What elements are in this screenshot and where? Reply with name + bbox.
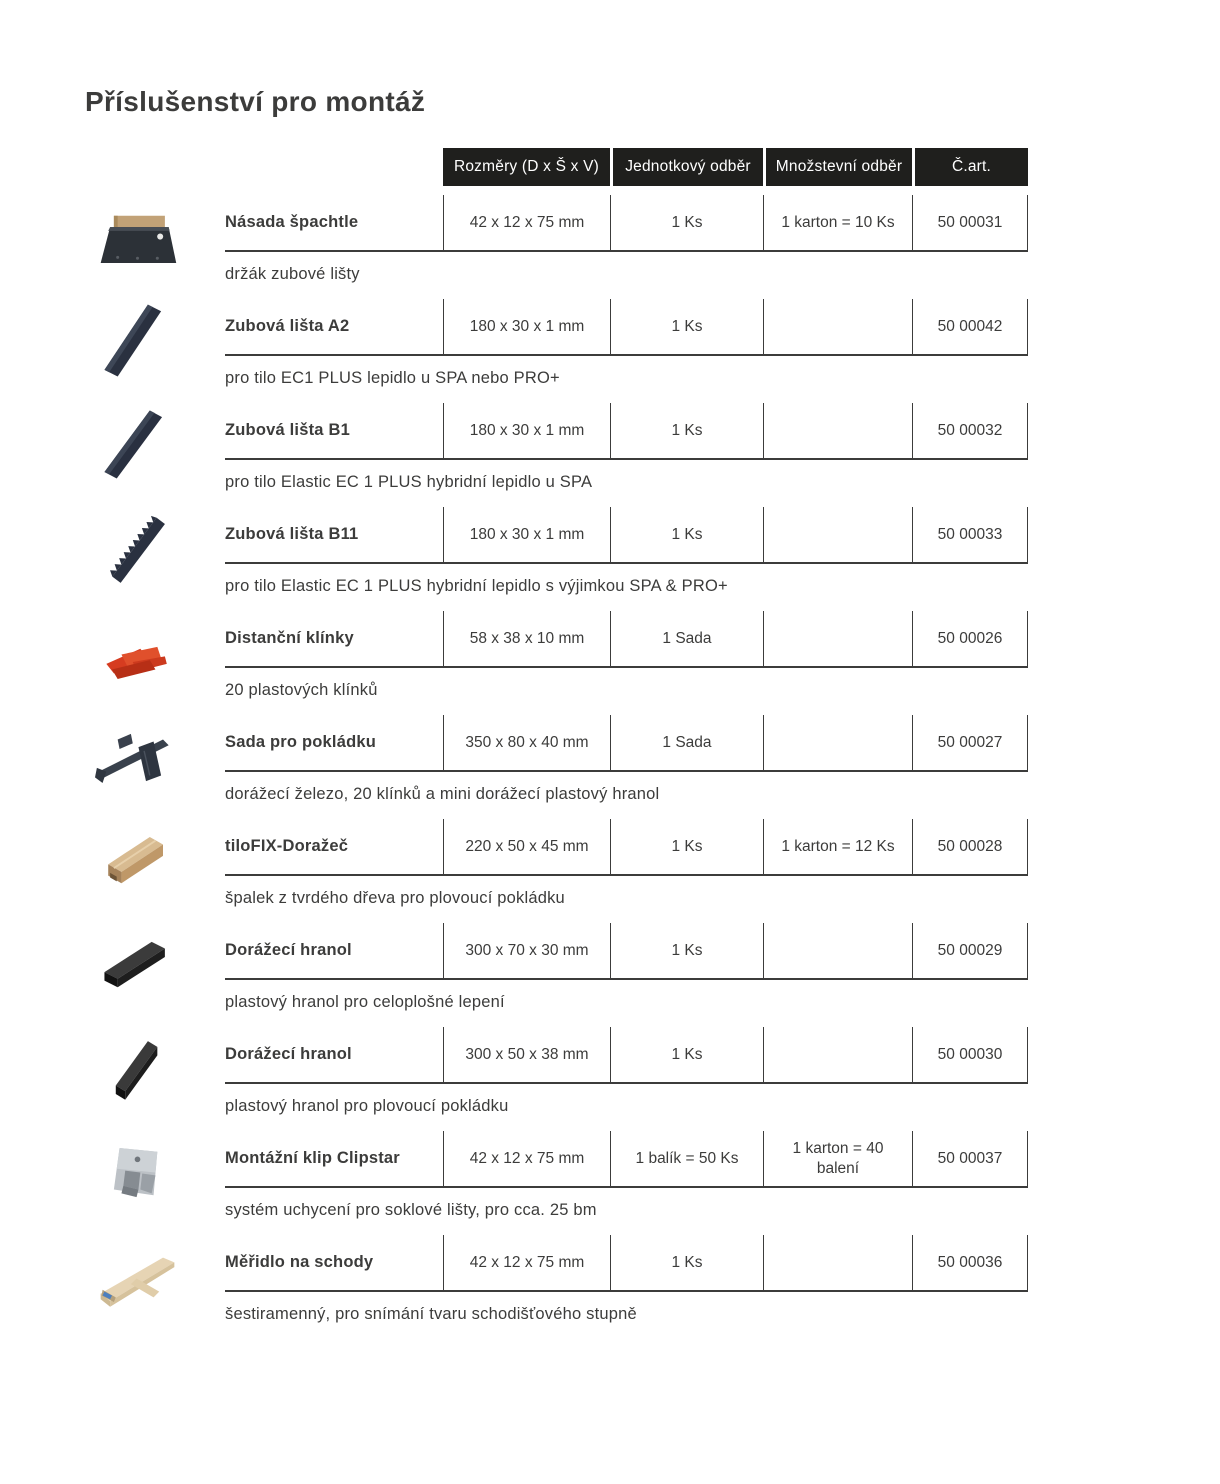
product-bulk-order bbox=[763, 1235, 912, 1290]
product-description: pro tilo Elastic EC 1 PLUS hybridní lepidlo u SPA bbox=[225, 473, 593, 491]
product-cells bbox=[225, 1027, 1028, 1084]
product-row-content bbox=[225, 299, 1028, 389]
product-bulk-order: 1 karton = 10 Ks bbox=[763, 195, 912, 250]
product-name: Zubová lišta A2 bbox=[225, 317, 350, 335]
product-image bbox=[95, 299, 180, 389]
product-unit-order: 1 Ks bbox=[610, 403, 763, 458]
product-row-content bbox=[225, 923, 1028, 1013]
table-row bbox=[95, 1131, 1220, 1221]
product-description: šestiramenný, pro snímání tvaru schodišťového stupně bbox=[225, 1305, 637, 1323]
product-name: Distanční klínky bbox=[225, 629, 354, 647]
product-article-number: 50 00037 bbox=[912, 1131, 1028, 1186]
product-dimensions: 180 x 30 x 1 mm bbox=[443, 507, 610, 562]
product-unit-order: 1 balík = 50 Ks bbox=[610, 1131, 763, 1186]
product-description: pro tilo Elastic EC 1 PLUS hybridní lepidlo s výjimkou SPA & PRO+ bbox=[225, 577, 728, 595]
product-bulk-order bbox=[763, 715, 912, 770]
product-row-content bbox=[225, 819, 1028, 909]
product-image bbox=[95, 403, 180, 493]
product-dimensions: 180 x 30 x 1 mm bbox=[443, 299, 610, 354]
product-article-number: 50 00028 bbox=[912, 819, 1028, 874]
product-dimensions: 42 x 12 x 75 mm bbox=[443, 1131, 610, 1186]
product-unit-order: 1 Ks bbox=[610, 1235, 763, 1290]
table-header-row bbox=[443, 148, 1028, 186]
table-row bbox=[95, 403, 1220, 493]
product-image bbox=[95, 923, 180, 1013]
product-bulk-order: 1 karton = 12 Ks bbox=[763, 819, 912, 874]
product-article-number: 50 00031 bbox=[912, 195, 1028, 250]
product-dimensions: 300 x 50 x 38 mm bbox=[443, 1027, 610, 1082]
table-row bbox=[95, 1235, 1220, 1325]
table-row bbox=[95, 195, 1220, 285]
table-row bbox=[95, 611, 1220, 701]
product-row-content bbox=[225, 403, 1028, 493]
product-bulk-order bbox=[763, 1027, 912, 1082]
product-dimensions: 180 x 30 x 1 mm bbox=[443, 403, 610, 458]
table-row bbox=[95, 507, 1220, 597]
product-article-number: 50 00032 bbox=[912, 403, 1028, 458]
product-unit-order: 1 Ks bbox=[610, 1027, 763, 1082]
product-cells bbox=[225, 195, 1028, 252]
installation-set-icon bbox=[95, 715, 180, 800]
product-cells bbox=[225, 819, 1028, 876]
table-row bbox=[95, 299, 1220, 389]
notched-trowel-a2-icon bbox=[95, 299, 180, 384]
product-cells bbox=[225, 507, 1028, 564]
header-unit-order: Jednotkový odběr bbox=[610, 148, 763, 186]
product-image bbox=[95, 715, 180, 805]
table-row bbox=[95, 1027, 1220, 1117]
product-name: Násada špachtle bbox=[225, 213, 359, 231]
product-cells bbox=[225, 611, 1028, 668]
product-image bbox=[95, 819, 180, 909]
product-article-number: 50 00026 bbox=[912, 611, 1028, 666]
mounting-clip-icon bbox=[95, 1131, 180, 1216]
product-article-number: 50 00033 bbox=[912, 507, 1028, 562]
table-row bbox=[95, 819, 1220, 909]
product-row-content bbox=[225, 1027, 1028, 1117]
product-name: Měřidlo na schody bbox=[225, 1253, 374, 1271]
product-bulk-order bbox=[763, 403, 912, 458]
product-image bbox=[95, 1235, 180, 1325]
product-unit-order: 1 Ks bbox=[610, 923, 763, 978]
product-row-content bbox=[225, 507, 1028, 597]
product-row-content bbox=[225, 195, 1028, 285]
product-cells bbox=[225, 923, 1028, 980]
product-name: Zubová lišta B11 bbox=[225, 525, 359, 543]
product-dimensions: 350 x 80 x 40 mm bbox=[443, 715, 610, 770]
product-article-number: 50 00027 bbox=[912, 715, 1028, 770]
product-description: plastový hranol pro celoplošné lepení bbox=[225, 993, 505, 1011]
header-dimensions: Rozměry (D x Š x V) bbox=[453, 158, 600, 175]
product-description: 20 plastových klínků bbox=[225, 681, 378, 699]
product-cells bbox=[225, 403, 1028, 460]
product-row-content bbox=[225, 1235, 1028, 1325]
product-cells bbox=[225, 715, 1028, 772]
stair-gauge-icon bbox=[95, 1235, 180, 1320]
product-dimensions: 42 x 12 x 75 mm bbox=[443, 1235, 610, 1290]
product-unit-order: 1 Sada bbox=[610, 611, 763, 666]
product-bulk-order bbox=[763, 299, 912, 354]
product-unit-order: 1 Ks bbox=[610, 819, 763, 874]
spatula-holder-icon bbox=[95, 195, 180, 280]
product-bulk-order bbox=[763, 611, 912, 666]
product-unit-order: 1 Ks bbox=[610, 507, 763, 562]
product-image bbox=[95, 1131, 180, 1221]
product-description: plastový hranol pro plovoucí pokládku bbox=[225, 1097, 509, 1115]
product-bulk-order bbox=[763, 507, 912, 562]
tapping-block-floating-icon bbox=[95, 1027, 180, 1112]
product-article-number: 50 00042 bbox=[912, 299, 1028, 354]
product-cells bbox=[225, 1235, 1028, 1292]
product-unit-order: 1 Sada bbox=[610, 715, 763, 770]
product-description: pro tilo EC1 PLUS lepidlo u SPA nebo PRO+ bbox=[225, 369, 560, 387]
product-cells bbox=[225, 299, 1028, 356]
product-unit-order: 1 Ks bbox=[610, 195, 763, 250]
product-table bbox=[0, 195, 1220, 1325]
product-name: Dorážecí hranol bbox=[225, 941, 352, 959]
notched-trowel-b11-icon bbox=[95, 507, 180, 592]
product-dimensions: 42 x 12 x 75 mm bbox=[443, 195, 610, 250]
wooden-tapping-block-icon bbox=[95, 819, 180, 904]
product-name: Dorážecí hranol bbox=[225, 1045, 352, 1063]
product-row-content bbox=[225, 715, 1028, 805]
product-image bbox=[95, 1027, 180, 1117]
header-bulk-order: Množstevní odběr bbox=[763, 148, 912, 186]
product-name: tiloFIX-Doražeč bbox=[225, 837, 349, 855]
product-name: Sada pro pokládku bbox=[225, 733, 377, 751]
product-image bbox=[95, 195, 180, 285]
product-row-content bbox=[225, 1131, 1028, 1221]
product-description: držák zubové lišty bbox=[225, 265, 360, 283]
product-bulk-order bbox=[763, 923, 912, 978]
product-description: systém uchycení pro soklové lišty, pro cca. 25 bm bbox=[225, 1201, 597, 1219]
product-image bbox=[95, 507, 180, 597]
product-article-number: 50 00030 bbox=[912, 1027, 1028, 1082]
product-unit-order: 1 Ks bbox=[610, 299, 763, 354]
product-row-content bbox=[225, 611, 1028, 701]
product-dimensions: 58 x 38 x 10 mm bbox=[443, 611, 610, 666]
page-title: Příslušenství pro montáž bbox=[85, 86, 426, 117]
product-cells bbox=[225, 1131, 1028, 1188]
product-image bbox=[95, 611, 180, 701]
product-bulk-order: 1 karton = 40 balení bbox=[763, 1131, 912, 1186]
product-name: Zubová lišta B1 bbox=[225, 421, 350, 439]
product-description: dorážecí železo, 20 klínků a mini dorážecí plastový hranol bbox=[225, 785, 660, 803]
product-article-number: 50 00036 bbox=[912, 1235, 1028, 1290]
tapping-block-glue-icon bbox=[95, 923, 180, 1008]
product-description: špalek z tvrdého dřeva pro plovoucí pokládku bbox=[225, 889, 565, 907]
table-row bbox=[95, 923, 1220, 1013]
product-article-number: 50 00029 bbox=[912, 923, 1028, 978]
notched-trowel-b1-icon bbox=[95, 403, 180, 488]
table-row bbox=[95, 715, 1220, 805]
header-article-number: Č.art. bbox=[912, 148, 1028, 186]
product-dimensions: 220 x 50 x 45 mm bbox=[443, 819, 610, 874]
spacer-wedges-icon bbox=[95, 611, 180, 696]
product-name: Montážní klip Clipstar bbox=[225, 1149, 400, 1167]
product-dimensions: 300 x 70 x 30 mm bbox=[443, 923, 610, 978]
